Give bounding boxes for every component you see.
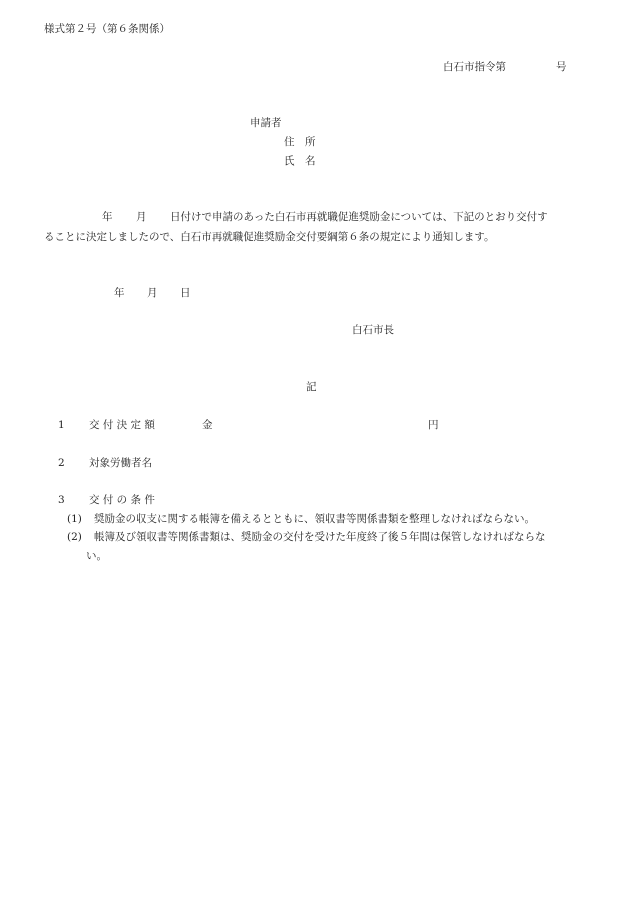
body-line1: 日付けで申請のあった白石市再就職促進奨励金については、下記のとおり交付す: [170, 211, 548, 223]
date-day: 日: [180, 287, 191, 299]
item1-prefix: 金: [202, 419, 213, 431]
ki-heading: 記: [306, 381, 317, 393]
date-month: 月: [147, 287, 158, 299]
item1-label: 交 付 決 定 額: [89, 419, 155, 431]
condition1-number: (1): [67, 513, 82, 525]
item2-number: 2: [58, 457, 65, 469]
applicant-name-label: 氏 名: [284, 155, 316, 167]
item3-number: 3: [58, 494, 65, 506]
condition2-text-line1: 帳簿及び領収書等関係書類は、奨励金の交付を受けた年度終了後５年間は保管しなければならな: [94, 531, 546, 543]
condition2-text-line2: い。: [86, 550, 107, 562]
applicant-address-label: 住 所: [284, 136, 316, 148]
signatory: 白石市長: [352, 324, 394, 336]
body-line2: ることに決定しましたので、白石市再就職促進奨励金交付要綱第６条の規定により通知します。: [44, 231, 495, 243]
form-label: 様式第２号（第６条関係）: [44, 23, 170, 35]
item1-unit: 円: [428, 419, 439, 431]
reference-suffix: 号: [556, 61, 567, 73]
body-year: 年: [102, 211, 113, 223]
condition2-number: (2): [67, 531, 82, 543]
item1-number: 1: [58, 419, 65, 431]
body-month: 月: [136, 211, 147, 223]
item3-label: 交 付 の 条 件: [89, 494, 155, 506]
item2-label: 対象労働者名: [89, 457, 152, 469]
date-year: 年: [114, 287, 125, 299]
reference-issuer: 白石市指令第: [443, 61, 506, 73]
condition1-text: 奨励金の収支に関する帳簿を備えるとともに、領収書等関係書類を整理しなければならない。: [94, 513, 535, 525]
applicant-heading: 申請者: [250, 117, 282, 129]
